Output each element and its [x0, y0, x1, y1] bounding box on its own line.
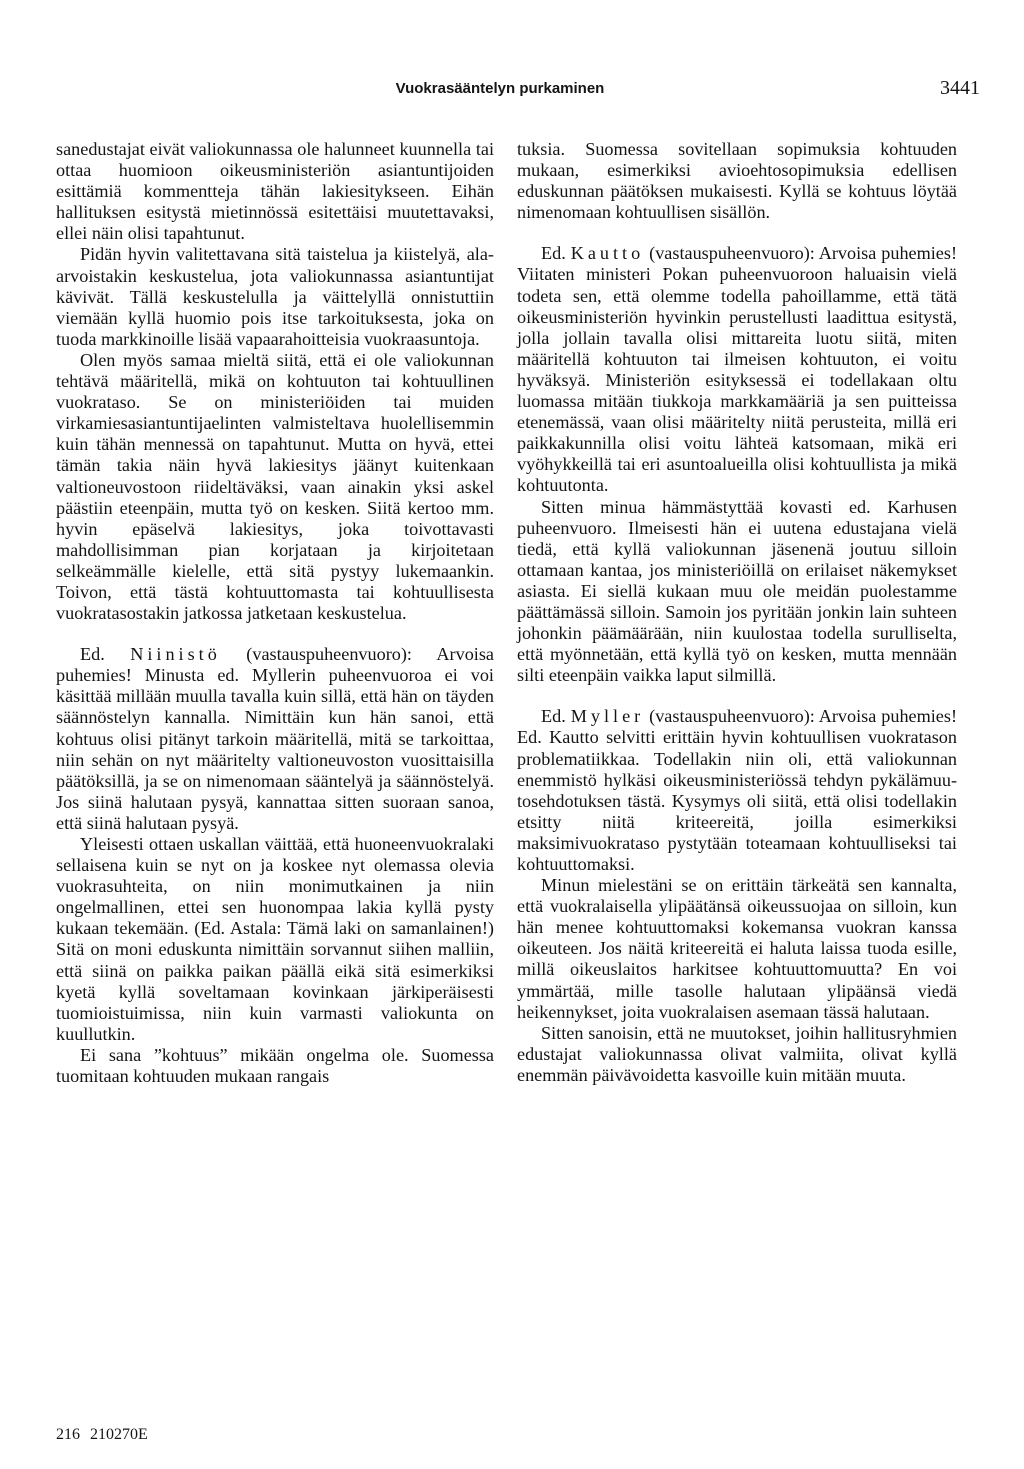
- speaker-name: Kautto: [570, 243, 645, 264]
- paragraph: Minun mielestäni se on erittäin tärkeätä sen kannalta, että vuokralaisella ylipäätänsä oikeussuojaa on silloin, kun hän menee kohtuuttomaksi kokemansa vuokran kanssa oikeuteen. Jos näitä kriteereitä ei haluta laissa tuoda esille, millä oikeuslaitos harkitsee kohtuuttomuutta? En voi ymmärtää, mille tasolle halutaan ylipäänsä viedä heikennykset, joita vuokralaisen asemaan tässä halutaan.: [517, 875, 957, 1022]
- paragraph: Ei sana ”kohtuus” mikään ongelma ole. Suomessa tuomitaan kohtuuden mukaan rangais: [56, 1044, 494, 1087]
- paragraph: Olen myös samaa mieltä siitä, että ei ole valiokunnan tehtävä määritellä, mikä on kohtuuton tai kohtuullinen vuokrataso. Se on ministeriöiden tai muiden virkamiesasiantuntijaelinten valmisteltava huolellisemmin kuin tähän mennessä on tapahtunut. Mutta on hyvä, ettei tämän takia näin hyvä lakiesitys jäänyt kuitenkaan valtioneuvostoon riideltäväksi, vaan ainakin yksi askel päästiin eteenpäin, mutta työ on kesken. Siitä kertoo mm. hyvin epäselvä lakiesitys, joka toivottavasti mahdollisimman pian korjataan ja kirjoitetaan selkeämmälle kielelle, että sitä pystyy lukemaankin. Toivon, että tästä kohtuuttomasta tai kohtuullisesta vuokratasostakin jatkossa jatketaan keskustelua.: [56, 349, 494, 624]
- speech-text: (vastauspuheenvuoro): Arvoisa puhemies! Viitaten ministeri Pokan puheenvuoroon haluaisin vielä todeta sen, että olemme todella pahoillamme, että tätä oikeusministeriön hyvinkin perustellusti laadittua esitystä, jolla jollain tavalla olisi mittareita luotu siitä, miten määritellä kohtuuton tai ilmeisen kohtuuton, ei voitu hyväksyä. Ministeriön esityksessä ei todellakaan oltu luomassa mitään tiukkoja markkamääriä ja sen puitteissa etenemässä, vaan olisi määritelty niitä perusteita, millä eri paikkakunnilla olisi voitu lähteä katsomaan, mikä eri vyöhykkeillä tai eri asuntoalueilla olisi kohtuullista ja mikä kohtuutonta.: [517, 243, 958, 496]
- speech-text: (vastauspuheenvuoro): Arvoisa puhemies! Minusta ed. Myllerin puheenvuoroa ei voi käsittää millään muulla tavalla kuin sillä, että hän on täyden säännöstelyn kannalla. Nimittäin kun hän sanoi, että kohtuus olisi pitänyt tarkoin määritellä, mitä se tarkoittaa, niin sehän on nyt määritelty valtioneuvoston vuosittaisilla päätöksillä, ja se on nimenomaan sääntelyä ja säännöstelyä. Jos siinä halutaan pysyä, kannattaa sitten suoraan sanoa, että siinä halutaan pysyä.: [56, 644, 494, 833]
- speaker-name: Niinistö: [130, 644, 221, 665]
- speech-text: (vastauspuheenvuoro): Arvoisa puhemies! Ed. Kautto selvitti erittäin hyvin kohtuullisen vuokratason problematiikkaa. Todellakin niin oli, että valiokunnan enemmistö hylkäsi oikeusministeriössä tehdyn pykälämuutosehdotuksen tästä. Kysymys oli siitä, että olisi todellakin etsitty niitä kriteereitä, joilla esimerkiksi maksimivuokrataso pystytään toteamaan kohtuulliseksi tai kohtuuttomaksi.: [517, 706, 958, 874]
- speaker-prefix: Ed.: [541, 706, 566, 727]
- speech-niinisto: [56, 644, 494, 834]
- speaker-prefix: Ed.: [541, 243, 566, 264]
- paragraph: Yleisesti ottaen uskallan väittää, että huoneenvuokralaki sellaisena kuin se nyt on ja koskee nyt olemassa olevia vuokrasuhteita, on niin monimutkainen ja niin ongelmallinen, ettei sen huonompaa lakia kyllä pysty kukaan tekemään. (Ed. Astala: Tämä laki on samanlainen!) Sitä on moni eduskunta nimittäin sorvannut siihen malliin, että siinä on paikka paikan päällä eikä sitä esimerkiksi kyetä kyllä soveltamaan kovinkaan järkiperäisesti tuomioistuimissa, niin kuin varmasti valiokunta on kuullutkin.: [56, 834, 494, 1044]
- paragraph: Sitten minua hämmästyttää kovasti ed. Karhusen puheenvuoro. Ilmeisesti hän ei uutena edustajana vielä tiedä, että kyllä valiokunnan jäsenenä joutuu silloin ottamaan kantaa, jos ministeriöillä on erilaiset näkemykset asiasta. Ei siellä kukaan muu ole meidän puolestamme päättämässä silloin. Samoin jos pyritään jonkin lain suhteen johonkin päämäärään, niin kuulostaa todella surulliselta, että myönnetään, että kyllä työ on kesken, mutta mennään silti eteenpäin vaikka laput silmillä.: [517, 496, 957, 686]
- paragraph: sanedustajat eivät valiokunnassa ole halunneet kuunnella tai ottaa huomioon oikeusministeriön asiantuntijoiden esittämiä kommentteja tähän lakiesitykseen. Eihän hallituksen esitystä mietinnössä esitettäisi muutettavaksi, ellei näin olisi tapahtunut.: [56, 139, 494, 244]
- speaker-prefix: Ed.: [80, 644, 105, 665]
- left-column: [56, 139, 494, 1087]
- speech-kautto: [517, 243, 957, 496]
- speaker-name: Myller: [570, 706, 645, 727]
- speech-myller: [517, 706, 957, 875]
- running-header-title: Vuokrasääntelyn purkaminen: [395, 80, 605, 97]
- right-column: [517, 139, 957, 1086]
- footer-print-code: 216 210270E: [56, 1426, 148, 1443]
- page-number: 3441: [940, 77, 980, 99]
- paragraph: Pidän hyvin valitettavana sitä taistelua ja kiistelyä, ala-arvoistakin keskustelua, jota valiokunnassa asiantuntijat kävivät. Tällä keskustelulla ja väittelyllä onnistuttiin viemään kyllä huomio pois itse tarkoituksesta, joka on tuoda markkinoille lisää vapaarahoitteisia vuokraasuntoja.: [56, 244, 494, 349]
- paragraph: Sitten sanoisin, että ne muutokset, joihin hallitusryhmien edustajat valiokunnassa olivat valmiita, olivat kyllä enemmän päivävoidetta kasvoille kuin mitään muuta.: [517, 1022, 957, 1085]
- paragraph: tuksia. Suomessa sovitellaan sopimuksia kohtuuden mukaan, esimerkiksi avioehtosopimuksia edellisen eduskunnan päätöksen mukaisesti. Kyllä se kohtuus löytää nimenomaan kohtuullisen sisällön.: [517, 139, 957, 223]
